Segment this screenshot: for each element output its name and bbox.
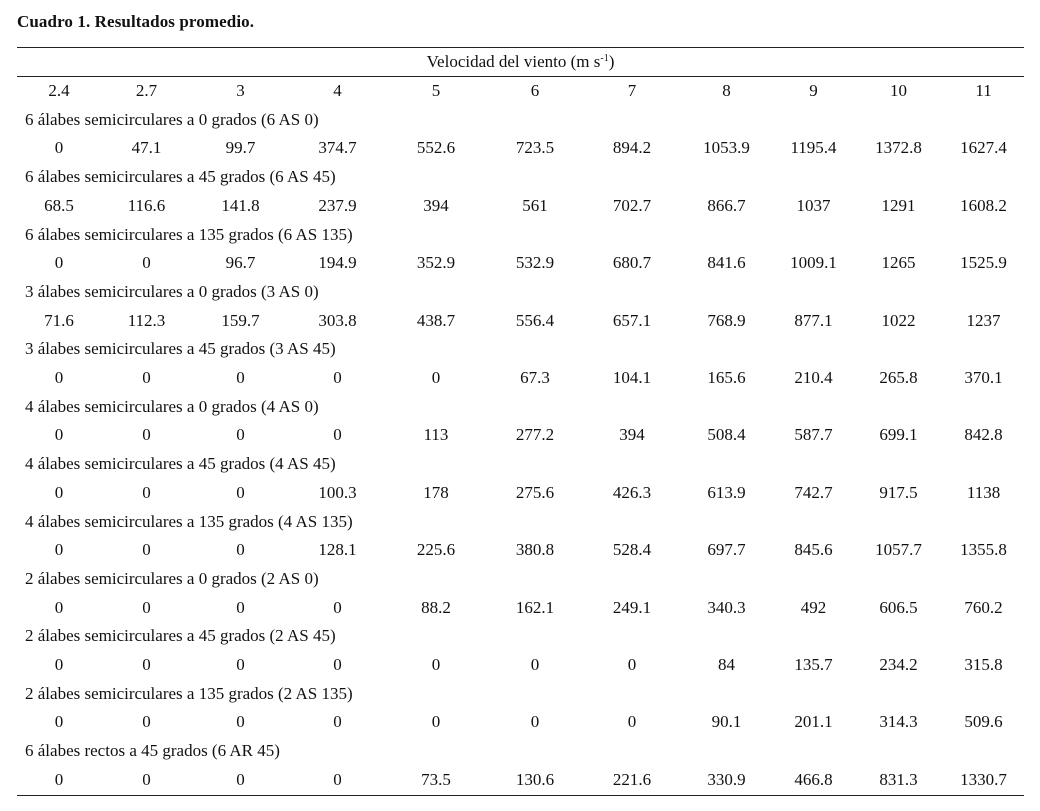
value-cell: 315.8	[964, 655, 1003, 675]
value-cell: 370.1	[964, 368, 1003, 388]
value-cell: 0	[236, 655, 245, 675]
value-cell: 0	[17, 766, 101, 795]
value-cell: 237.9	[318, 195, 357, 215]
value-cell: 841.6	[707, 253, 746, 273]
value-cell: 116.6	[127, 195, 166, 215]
value-cell: 1138	[966, 482, 1001, 502]
value-cell: 0	[54, 482, 64, 502]
wind-speed-cell: 2.7	[135, 81, 158, 100]
value-cell: 0	[54, 540, 64, 560]
value-cell: 0	[627, 655, 637, 675]
value-cell: 0	[236, 425, 245, 445]
value-cell: 742.7	[794, 482, 833, 502]
table-row	[17, 479, 1024, 508]
value-cell: 277.2	[515, 425, 555, 445]
value-cell: 330.9	[680, 766, 773, 795]
configuration-label-row	[17, 163, 1024, 192]
table-row	[17, 594, 1024, 623]
value-cell: 0	[431, 655, 441, 675]
configuration-label: 2 álabes semicirculares a 45 grados (2 AS 45)	[25, 626, 336, 646]
value-cell: 0	[236, 597, 245, 617]
value-cell: 0	[333, 368, 342, 388]
value-cell: 352.9	[416, 253, 456, 273]
value-cell: 845.6	[794, 540, 833, 560]
value-cell: 340.3	[707, 597, 746, 617]
value-cell: 1627.4	[960, 138, 1007, 158]
value-cell: 0	[54, 425, 64, 445]
value-cell: 141.8	[221, 195, 260, 215]
value-cell: 561	[522, 195, 548, 215]
wind-speed-cell: 8	[722, 81, 731, 100]
value-cell: 275.6	[515, 482, 555, 502]
value-cell: 0	[54, 597, 64, 617]
value-cell: 234.2	[879, 655, 918, 675]
table-row	[17, 192, 1024, 221]
table-row	[17, 536, 1024, 565]
table-caption: Cuadro 1. Resultados promedio.	[17, 12, 255, 31]
value-cell: 71.6	[44, 310, 74, 330]
value-cell: 866.7	[707, 195, 746, 215]
value-cell: 73.5	[386, 766, 486, 795]
value-cell: 90.1	[711, 712, 742, 732]
wind-speed-cell: 11	[975, 81, 992, 100]
value-cell: 130.6	[486, 766, 584, 795]
value-cell: 1330.7	[943, 766, 1024, 795]
value-cell: 0	[289, 766, 386, 795]
value-cell: 194.9	[318, 253, 357, 273]
value-cell: 0	[142, 425, 151, 445]
value-cell: 0	[530, 655, 540, 675]
value-cell: 680.7	[612, 253, 652, 273]
value-cell: 0	[142, 482, 151, 502]
configuration-label: 6 álabes semicirculares a 135 grados (6 AS 135)	[25, 224, 353, 244]
configuration-label-row	[17, 737, 1024, 766]
value-cell: 1291	[881, 195, 916, 215]
value-cell: 1372.8	[875, 138, 922, 158]
table-row	[17, 651, 1024, 680]
value-cell: 0	[236, 540, 245, 560]
configuration-label-row	[17, 278, 1024, 307]
configuration-label: 6 álabes semicirculares a 0 grados (6 AS 0)	[25, 109, 319, 129]
value-cell: 0	[627, 712, 637, 732]
value-cell: 394	[619, 425, 645, 445]
wind-speed-unit-exponent: -1	[600, 53, 609, 64]
value-cell: 84	[718, 655, 735, 675]
table-row	[17, 421, 1024, 450]
configuration-label: 3 álabes semicirculares a 0 grados (3 AS 0)	[25, 281, 319, 301]
value-cell: 587.7	[794, 425, 833, 445]
value-cell: 1057.7	[875, 540, 922, 560]
value-cell: 1265	[881, 253, 916, 273]
value-cell: 466.8	[773, 766, 854, 795]
value-cell: 760.2	[964, 597, 1003, 617]
configuration-label-row	[17, 106, 1024, 135]
value-cell: 210.4	[794, 368, 833, 388]
value-cell: 1608.2	[960, 195, 1007, 215]
results-table	[17, 47, 1024, 796]
value-cell: 699.1	[879, 425, 918, 445]
configuration-label: 6 álabes rectos a 45 grados (6 AR 45)	[25, 741, 280, 761]
value-cell: 1237	[966, 310, 1001, 330]
value-cell: 265.8	[879, 368, 918, 388]
value-cell: 0	[333, 655, 342, 675]
value-cell: 0	[192, 766, 289, 795]
configuration-label-row	[17, 680, 1024, 709]
value-cell: 0	[142, 597, 151, 617]
value-cell: 1009.1	[790, 253, 837, 273]
value-cell: 697.7	[707, 540, 746, 560]
configuration-label: 4 álabes semicirculares a 45 grados (4 AS 45)	[25, 454, 336, 474]
configuration-label: 3 álabes semicirculares a 45 grados (3 AS 45)	[25, 339, 336, 359]
value-cell: 159.7	[221, 310, 260, 330]
value-cell: 1037	[796, 195, 831, 215]
wind-speed-cell: 5	[431, 81, 441, 100]
value-cell: 426.3	[612, 482, 652, 502]
value-cell: 723.5	[515, 138, 555, 158]
wind-speed-cell: 3	[236, 81, 245, 100]
table-row	[17, 307, 1024, 336]
value-cell: 0	[431, 368, 441, 388]
value-cell: 68.5	[44, 195, 74, 215]
value-cell: 0	[236, 368, 245, 388]
value-cell: 0	[142, 540, 151, 560]
configuration-label-row	[17, 565, 1024, 594]
value-cell: 112.3	[127, 310, 166, 330]
value-cell: 528.4	[612, 540, 652, 560]
value-cell: 831.3	[854, 766, 943, 795]
value-cell: 917.5	[879, 482, 918, 502]
wind-speed-label-close: )	[608, 52, 615, 71]
value-cell: 606.5	[879, 597, 918, 617]
value-cell: 438.7	[416, 310, 456, 330]
configuration-label: 4 álabes semicirculares a 135 grados (4 AS 135)	[25, 511, 353, 531]
configuration-label-row	[17, 622, 1024, 651]
value-cell: 0	[54, 368, 64, 388]
table-title-row	[17, 48, 1024, 77]
wind-speed-cell: 2.4	[48, 81, 70, 100]
value-cell: 104.1	[612, 368, 652, 388]
wind-speed-cell: 6	[530, 81, 540, 100]
value-cell: 249.1	[612, 597, 652, 617]
value-cell: 100.3	[318, 482, 357, 502]
value-cell: 0	[142, 712, 151, 732]
value-cell: 877.1	[794, 310, 833, 330]
configuration-label: 2 álabes semicirculares a 0 grados (2 AS 0)	[25, 568, 319, 588]
value-cell: 221.6	[584, 766, 680, 795]
wind-speed-cell: 9	[809, 81, 818, 100]
value-cell: 165.6	[707, 368, 746, 388]
wind-speed-cell: 4	[333, 81, 342, 100]
configuration-label: 4 álabes semicirculares a 0 grados (4 AS 0)	[25, 396, 319, 416]
value-cell: 47.1	[131, 138, 162, 158]
value-cell: 613.9	[707, 482, 746, 502]
table-row	[17, 364, 1024, 393]
wind-speed-cell: 7	[627, 81, 637, 100]
value-cell: 0	[54, 655, 64, 675]
value-cell: 0	[333, 712, 342, 732]
value-cell: 552.6	[416, 138, 456, 158]
value-cell: 303.8	[318, 310, 357, 330]
value-cell: 532.9	[515, 253, 555, 273]
value-cell: 1053.9	[703, 138, 750, 158]
value-cell: 394	[423, 195, 449, 215]
value-cell: 509.6	[964, 712, 1003, 732]
value-cell: 0	[101, 766, 192, 795]
value-cell: 0	[530, 712, 540, 732]
value-cell: 99.7	[225, 138, 256, 158]
configuration-label-row	[17, 508, 1024, 537]
value-cell: 1525.9	[960, 253, 1007, 273]
value-cell: 178	[423, 482, 449, 502]
value-cell: 1022	[881, 310, 916, 330]
value-cell: 768.9	[707, 310, 746, 330]
wind-speed-row	[17, 77, 1024, 106]
value-cell: 380.8	[515, 540, 555, 560]
configuration-label-row	[17, 393, 1024, 422]
configuration-label: 2 álabes semicirculares a 135 grados (2 AS 135)	[25, 683, 353, 703]
configuration-label-row	[17, 335, 1024, 364]
value-cell: 508.4	[707, 425, 746, 445]
table-row	[17, 708, 1024, 737]
results-table-container	[17, 47, 1024, 796]
value-cell: 1195.4	[790, 138, 837, 158]
value-cell: 113	[423, 425, 449, 445]
table-row	[17, 249, 1024, 278]
table-body	[17, 77, 1024, 796]
value-cell: 88.2	[421, 597, 451, 617]
value-cell: 842.8	[964, 425, 1003, 445]
configuration-label-row	[17, 450, 1024, 479]
value-cell: 314.3	[879, 712, 918, 732]
value-cell: 0	[142, 368, 151, 388]
value-cell: 1355.8	[960, 540, 1007, 560]
value-cell: 96.7	[225, 253, 256, 273]
value-cell: 135.7	[794, 655, 833, 675]
value-cell: 0	[431, 712, 441, 732]
value-cell: 492	[800, 597, 827, 617]
wind-speed-label: Velocidad del viento (m s	[426, 52, 601, 71]
value-cell: 0	[236, 482, 245, 502]
value-cell: 556.4	[515, 310, 555, 330]
value-cell: 225.6	[416, 540, 456, 560]
value-cell: 0	[142, 253, 151, 273]
value-cell: 128.1	[318, 540, 357, 560]
value-cell: 201.1	[794, 712, 833, 732]
value-cell: 894.2	[612, 138, 652, 158]
wind-speed-header	[17, 48, 1024, 77]
value-cell: 657.1	[612, 310, 652, 330]
value-cell: 702.7	[612, 195, 652, 215]
table-row	[17, 134, 1024, 163]
value-cell: 0	[236, 712, 245, 732]
wind-speed-cell: 10	[890, 81, 907, 100]
value-cell: 374.7	[318, 138, 357, 158]
value-cell: 0	[333, 597, 342, 617]
value-cell: 0	[54, 253, 64, 273]
value-cell: 67.3	[520, 368, 550, 388]
table-row	[17, 766, 1024, 795]
configuration-label: 6 álabes semicirculares a 45 grados (6 AS 45)	[25, 167, 336, 187]
value-cell: 0	[54, 138, 64, 158]
configuration-label-row	[17, 221, 1024, 250]
value-cell: 162.1	[515, 597, 555, 617]
value-cell: 0	[142, 655, 151, 675]
value-cell: 0	[333, 425, 342, 445]
value-cell: 0	[54, 712, 64, 732]
